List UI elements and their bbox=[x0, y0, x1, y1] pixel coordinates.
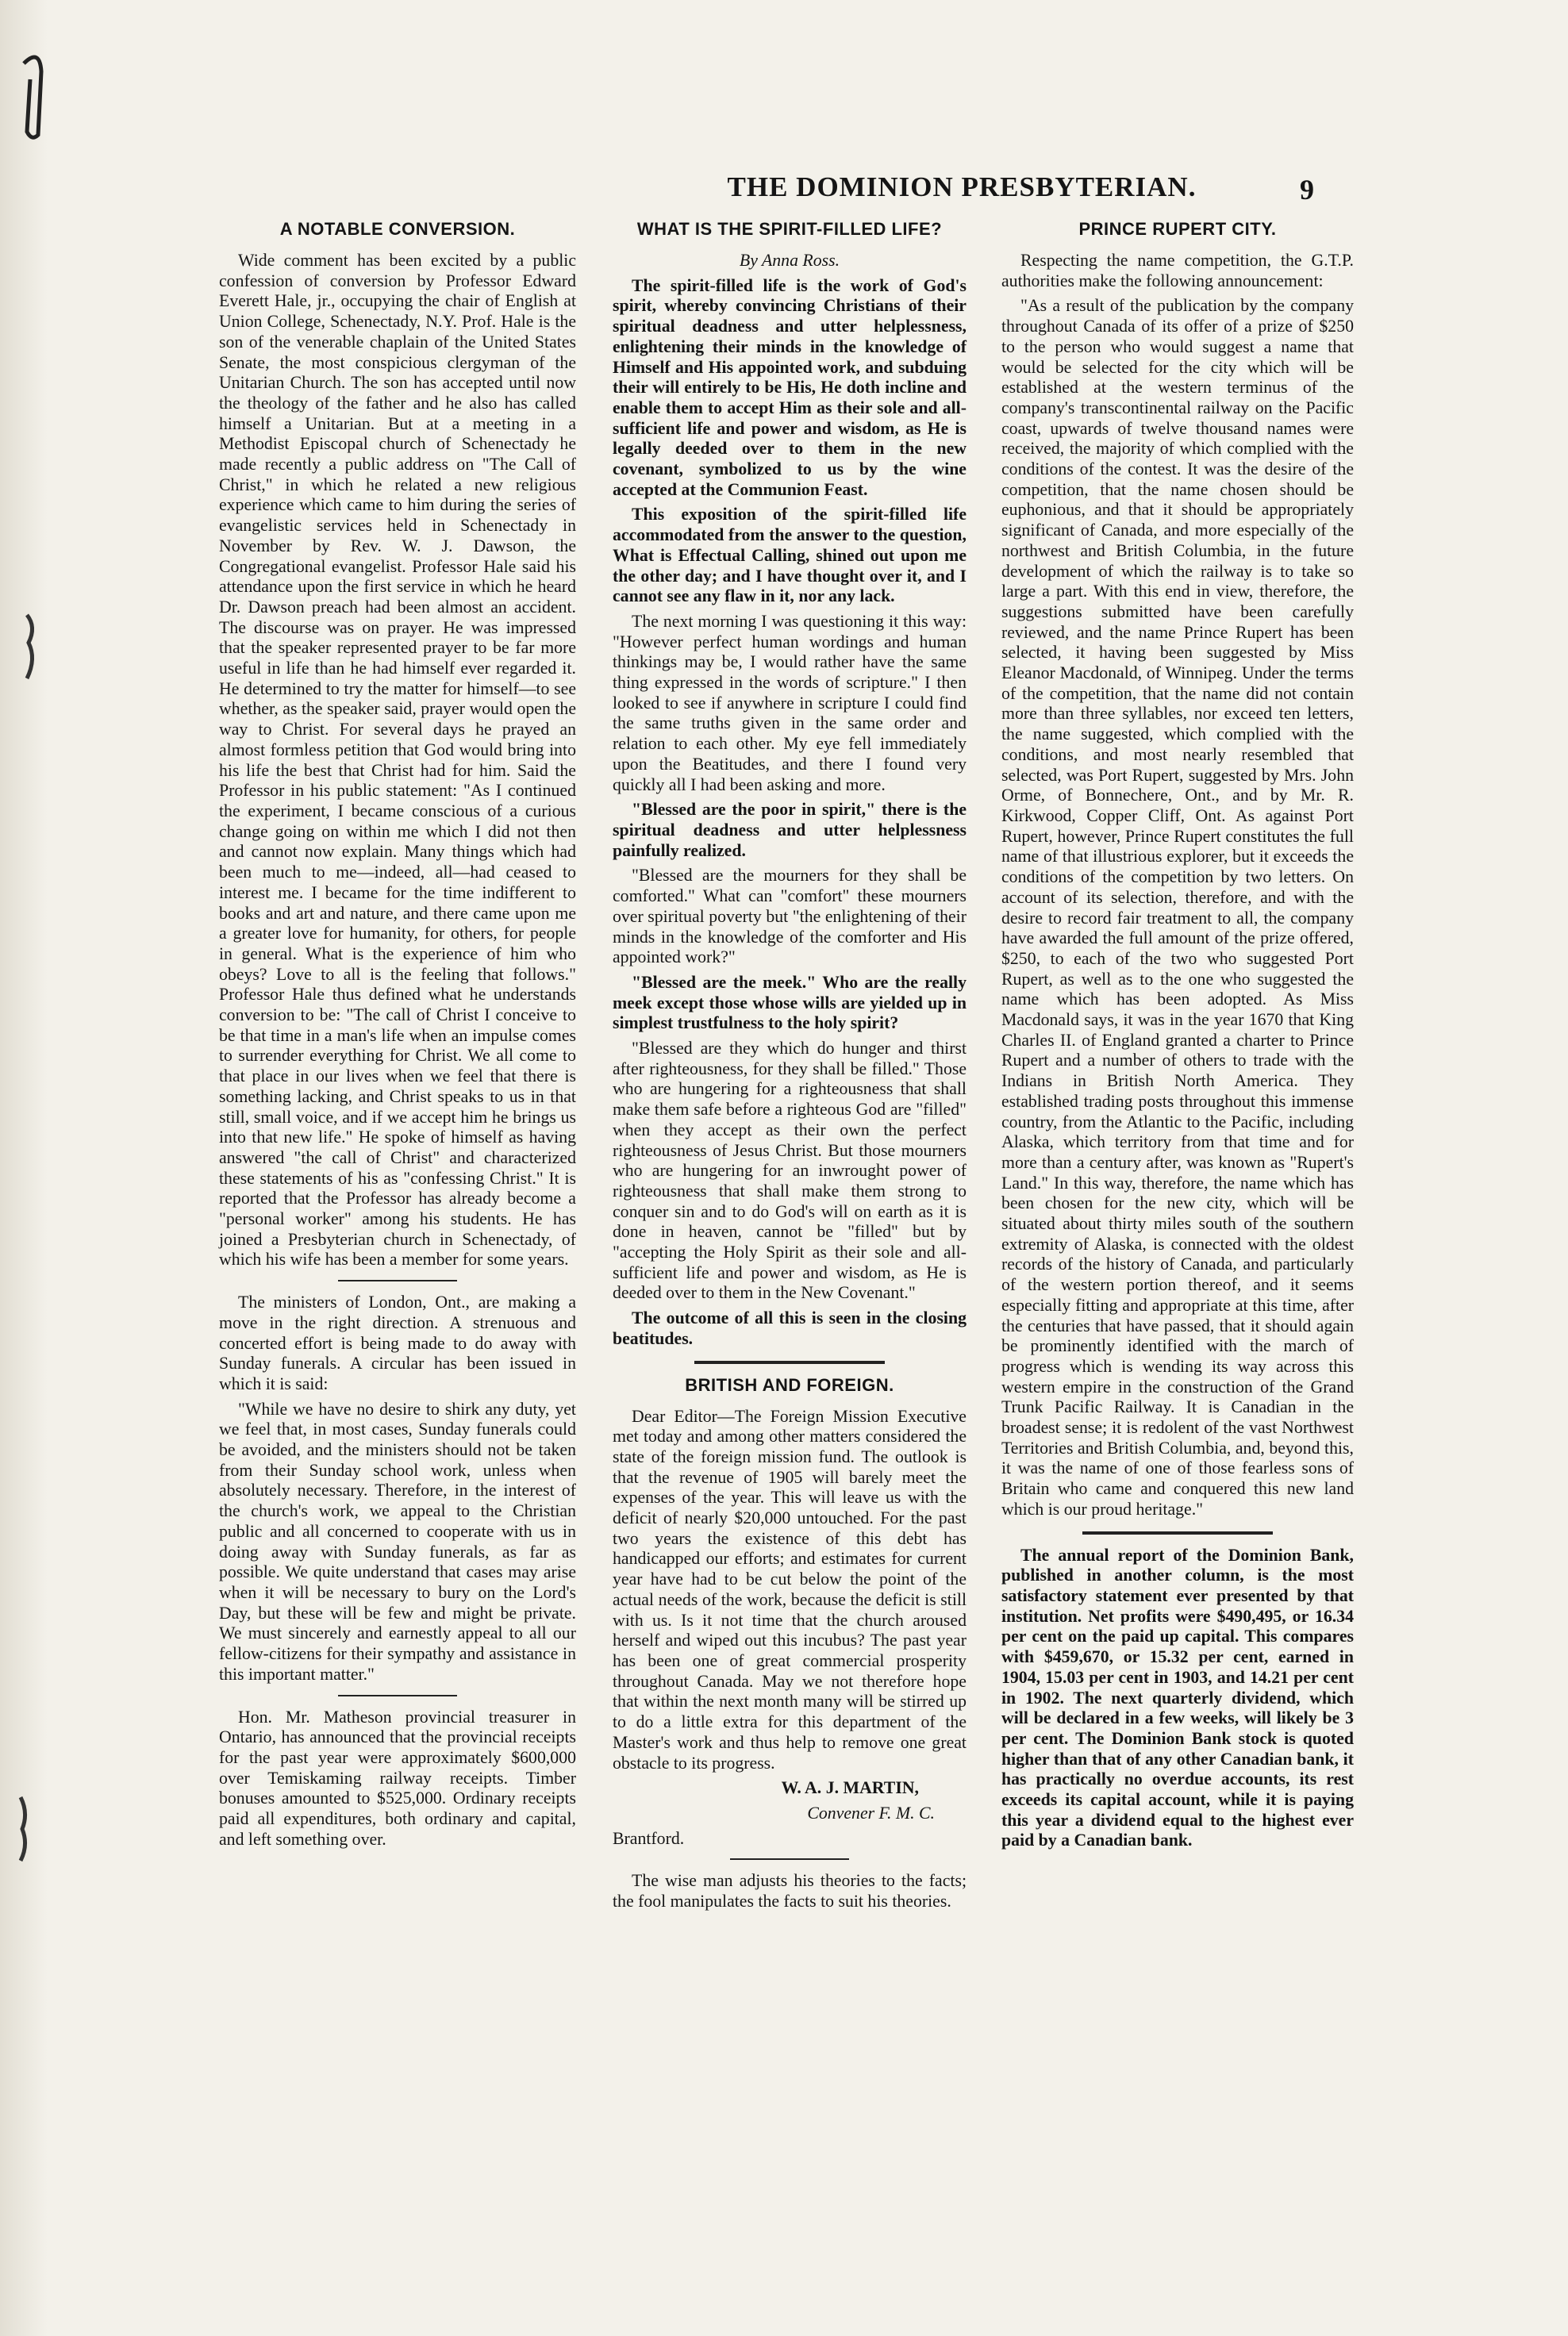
column-2 bbox=[613, 214, 967, 1917]
article-paragraph: Dear Editor—The Foreign Mission Executive met today and among other matters considered the state of the foreign mission fund. The outlook is that the revenue of 1905 will barely meet the expenses of the year. This will leave us with the deficit of nearly $20,000 untouched. For the past two years the existence of this debt has handicapped our efforts; and estimates for current year have had to be cut below the point of the actual needs of the work, because the deficit is still with us. Is it not time that the church aroused herself and wiped out this incubus? The past year has been one of great commercial prosperity throughout Canada. May we not therefore hope that within the next month many will be stirred up to do a little extra for this department of the Master's work and thus help to remove one great obstacle to its progress. bbox=[613, 1406, 967, 1773]
page-header bbox=[565, 171, 1359, 219]
column-1 bbox=[219, 214, 576, 1854]
article-paragraph: Hon. Mr. Matheson provincial treasurer in Ontario, has announced that the provincial receipts for the past year were approximately $600,000 over Temiskaming railway receipts. Timber bonuses amounted to $525,000. Ordinary receipts paid all expenditures, both ordinary and capital, and left something over. bbox=[219, 1707, 576, 1849]
column-3 bbox=[1001, 214, 1354, 1856]
page-number: 9 bbox=[1300, 174, 1314, 206]
dateline-place: Brantford. bbox=[613, 1828, 685, 1848]
byline: By Anna Ross. bbox=[739, 251, 840, 270]
article-paragraph: The ministers of London, Ont., are making a move in the right direction. A strenuous and concerted effort is being made to do away with Sunday funerals. A circular has been issued in which it is said: bbox=[219, 1293, 576, 1393]
article-paragraph: This exposition of the spirit-filled life accommodated from the answer to the question, What is Effectual Calling, shined out upon me the other day; and I have thought over it, and I cannot see any flaw in it, nor any lack. bbox=[613, 505, 967, 606]
article-title-british-and-foreign: BRITISH AND FOREIGN. bbox=[685, 1374, 894, 1395]
article-paragraph: "Blessed are they which do hunger and thirst after righteousness, for they shall be filled." Those who are hungering for a righteousness that shall make them safe before a righteous God are "filled" when they accept as their own the perfect righteousness of Jesus Christ. But those mourners who are hungering for an inwrought power of righteousness that shall make them strong to conquer sin and to do God's will on earth as it is done in heaven, cannot be "filled" but by "accepting the Holy Spirit as their sole and all-sufficient life and power and wisdom, as He is deeded over to them in the New Covenant." bbox=[613, 1039, 967, 1303]
article-title-prince-rupert-city: PRINCE RUPERT CITY. bbox=[1078, 219, 1277, 239]
article-paragraph: "Blessed are the mourners for they shall be comforted." What can "comfort" these mourners over spiritual poverty but "the enlightening of their minds in the knowledge of the comforter and His appointed work?" bbox=[613, 866, 967, 967]
article-paragraph: The next morning I was questioning it this way: "However perfect human wordings and human thinkings may be, I would rather have the same thing expressed in the words of scripture." I then looked to see if anywhere in scripture I could find the same truths given in the same order and relation to each other. My eye fell immediately upon the Beatitudes, and there I found very quickly all I had been asking and more. bbox=[613, 611, 967, 794]
article-paragraph: The annual report of the Dominion Bank, published in another column, is the most satisfactory statement ever presented by that institution. Net profits were $490,495, or 16.34 per cent on the paid up capital. This compares with $459,670, or 15.32 per cent, earned in 1904, 15.03 per cent in 1903, and 14.21 per cent in 1902. The next quarterly dividend, which will be declared in a few weeks, will likely be 3 per cent. The Dominion Bank stock is quoted higher than that of any other Canadian bank, it has practically no overdue accounts, its rest exceeds its capital account, while it is paying this year a dividend equal to the highest ever paid by a Canadian bank. bbox=[1001, 1545, 1354, 1850]
divider-rule bbox=[338, 1695, 457, 1696]
article-paragraph: "While we have no desire to shirk any duty, yet we feel that, in most cases, Sunday funerals could be avoided, and the ministers should not be taken from their Sunday school work, unless when absolutely necessary. Therefore, in the interest of the church's work, we appeal to the Christian public and all concerned to cooperate with us in doing away with Sunday funerals, as far as possible. We quite understand that cases may arise when it will be necessary to bury on the Lord's Day, but these will be few and might be private. We must sincerely and earnestly appeal to all our fellow-citizens for their sympathy and assistance in this important matter." bbox=[219, 1399, 576, 1684]
binding-clip-top bbox=[16, 48, 48, 143]
signature: W. A. J. MARTIN, bbox=[781, 1778, 919, 1798]
article-title-spirit-filled-life: WHAT IS THE SPIRIT-FILLED LIFE? bbox=[636, 219, 943, 239]
article-paragraph: Respecting the name competition, the G.T.P. authorities make the following announcement: bbox=[1001, 251, 1354, 290]
binding-clip-middle bbox=[22, 611, 40, 682]
divider-rule bbox=[1082, 1531, 1273, 1535]
article-title-notable-conversion: A NOTABLE CONVERSION. bbox=[279, 219, 516, 239]
article-paragraph: "Blessed are the meek." Who are the really meek except those whose wills are yielded up in simplest trustfulness to the holy spirit? bbox=[613, 972, 967, 1033]
article-paragraph: "As a result of the publication by the company throughout Canada of its offer of a prize of $250 to the person who would suggest a name that would be selected for the city which will be established at the western terminus of the company's transcontinental railway on the Pacific coast, upwards of twelve thousand names were received, the majority of which complied with the conditions of the contest. It was the desire of the competition, that the name chosen should be euphonious, and that it should be appropriately significant of Canada, and more especially of the northwest and British Columbia, in the future development of which the railway is to take so large a part. With this end in view, therefore, the suggestions submitted have been carefully reviewed, and the name Prince Rupert has been selected, it having been suggested by Miss Eleanor Macdonald, of Winnipeg. Under the terms of the competition, that the name did not contain more than three syllables, nor exceed ten letters, the name suggested, which complied with the conditions, and most nearly resembled that selected, was Port Rupert, suggested by Mrs. John Orme, of Bonnechere, Ont., and by Mr. R. Kirkwood, Copper Cliff, Ont. As against Port Rupert, however, Prince Rupert constitutes the full name of that illustrious explorer, but it exceeds the conditions of the competition by two letters. On account of its selection, therefore, and with the desire to record fair treatment to all, the company have awarded the full amount of the prize offered, $250, to each of the two who suggested Port Rupert, as well as to the one who suggested the name which has been adopted. As Miss Macdonald says, it was in the year 1670 that King Charles II. of England granted a charter to Prince Rupert and a number of others to trade with the Indians in British North America. They established trading posts throughout this immense country, from the Atlantic to the Pacific, including Alaska, which territory from that time and for more than a century after, was known as "Rupert's Land." In this way, therefore, the name which has been chosen for the new city, which will be situated about thirty miles south of the southern extremity of Alaska, is connected with the oldest records of the history of Canada, and particularly of the western portion thereof, and it seems especially fitting and appropriate at this time, after the centuries that have passed, that it should again be prominently identified with the march of progress which is wending its way across this western empire in the construction of the Grand Trunk Pacific Railway. It is Canadian in the broadest sense; it is redolent of the vast Northwest Territories and British Columbia, and, beyond this, it was the name of one of those fearless sons of Britain who came and conquered this new land which is our proud heritage." bbox=[1001, 296, 1354, 1519]
signature-title: Convener F. M. C. bbox=[807, 1803, 935, 1823]
page-spine-shadow bbox=[0, 0, 48, 2336]
divider-rule bbox=[338, 1280, 457, 1281]
binding-clip-bottom bbox=[16, 1793, 32, 1865]
article-paragraph: "Blessed are the poor in spirit," there is the spiritual deadness and utter helplessness painfully realized. bbox=[613, 800, 967, 860]
article-paragraph: The wise man adjusts his theories to the facts; the fool manipulates the facts to suit his theories. bbox=[613, 1871, 967, 1911]
article-paragraph: The spirit-filled life is the work of God's spirit, whereby convincing Christians of their spiritual deadness and utter helplessness, enlightening their minds in the knowledge of Himself and His appointed work, and subduing their will entirely to be His, He doth incline and enable them to accept Him as their sole and all-sufficient life and power and wisdom, as He is legally deeded over to them in the new covenant, symbolized to us by the wine accepted at the Communion Feast. bbox=[613, 275, 967, 499]
divider-rule bbox=[730, 1858, 849, 1860]
masthead: THE DOMINION PRESBYTERIAN. bbox=[727, 171, 1197, 202]
divider-rule bbox=[694, 1361, 885, 1364]
article-paragraph: The outcome of all this is seen in the closing beatitudes. bbox=[613, 1308, 967, 1348]
article-paragraph: Wide comment has been excited by a public confession of conversion by Professor Edward Everett Hale, jr., occupying the chair of English at Union College, Schenectady, N.Y. Prof. Hale is the son of the venerable chaplain of the United States Senate, the most conspicious clergyman of the Unitarian Church. The son has accepted until now the theology of the father and he also has called himself a Unitarian. But at a meeting in a Methodist Episcopal church of Schenectady he made recently a public address on "The Call of Christ," in which he related a new religious experience which came to him during the series of evangelistic services held in Schenectady in November by Rev. W. J. Dawson, the Congregational evangelist. Professor Hale said his attendance upon the first service in which he heard Dr. Dawson preach had been almost an accident. The discourse was on prayer. He was impressed that the speaker represented prayer to be far more useful in life than he had himself ever regarded it. He determined to try the matter for himself—to see whether, as the speaker said, prayer would open the way to Christ. For several days he prayed an almost formless petition that God would bring into his life the best that Christ had for him. Said the Professor in his public statement: "As I continued the experiment, I became conscious of a curious change going on within me which I did not then and cannot now explain. Many things which had been much to me—indeed, all—had ceased to interest me. I became for the time indifferent to books and art and nature, and there came upon me a greater love for humanity, for others, for people in general. What is the experience of him who obeys? Love to all is the feeling that follows." Professor Hale thus defined what he understands conversion to be: "The call of Christ I conceive to be that time in a man's life when an impulse comes to surrender everything for Christ. We all come to that place in our lives when we feel that there is something lacking, and Christ speaks to us in that still, small voice, and if we accept him he brings us into that new life." He spoke of himself as having answered "the call of Christ" and characterized these statements of his as "confessing Christ." It is reported that the Professor has already become a "personal worker" among his students. He has joined a Presbyterian church in Schenectady, of which his wife has been a member for some years. bbox=[219, 251, 576, 1270]
